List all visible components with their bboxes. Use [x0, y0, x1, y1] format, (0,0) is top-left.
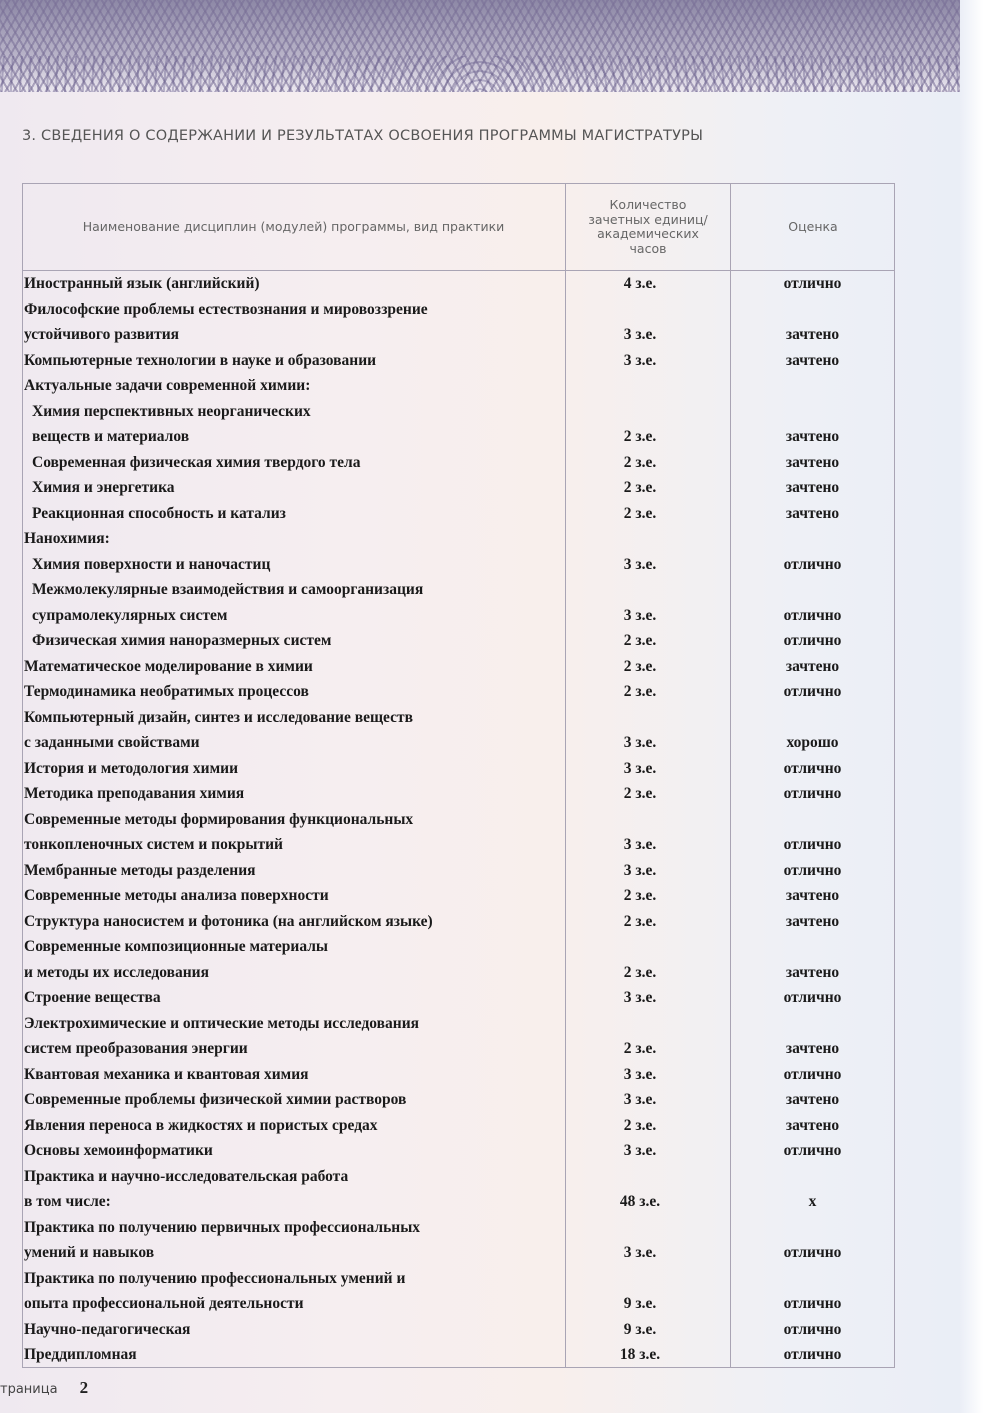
discipline-name-line: Современные проблемы физической химии растворов — [24, 1091, 407, 1108]
table-row — [0, 858, 999, 884]
grade-value: зачтено — [785, 963, 840, 981]
table-row — [0, 807, 999, 858]
grade-value: зачтено — [785, 351, 840, 369]
grade-value: отлично — [783, 861, 842, 879]
credits-value: 3 з.е. — [623, 555, 657, 573]
discipline-name-line: и методы их исследования — [24, 963, 209, 981]
table-row — [0, 1215, 999, 1266]
table-row — [0, 450, 999, 476]
discipline-name-line: Философские проблемы естествознания и мировоззрение — [24, 300, 428, 318]
grade-value: зачтено — [785, 1040, 840, 1057]
section-title: 3. СВЕДЕНИЯ О СОДЕРЖАНИИ И РЕЗУЛЬТАТАХ ОСВОЕНИЯ ПРОГРАММЫ МАГИСТРАТУРЫ — [22, 128, 704, 144]
grade-value: отлично — [783, 1346, 842, 1363]
table-row — [0, 909, 999, 935]
discipline-name-line: Практика и научно-исследовательская работа — [24, 1167, 349, 1185]
discipline-name — [24, 1113, 554, 1139]
grade-value: зачтено — [785, 479, 840, 496]
discipline-name-line: Химия поверхности и наночастиц — [32, 555, 271, 573]
discipline-name — [32, 577, 562, 628]
discipline-name-line: Иностранный язык (английский) — [24, 275, 260, 292]
discipline-name-line: устойчивого развития — [24, 326, 180, 343]
grade-value: отлично — [783, 1295, 842, 1312]
grade-value: отлично — [783, 1065, 842, 1083]
discipline-name — [24, 348, 554, 374]
discipline-name-line: тонкопленочных систем и покрытий — [24, 836, 283, 853]
grade-value: отлично — [783, 785, 842, 802]
grade-value: зачтено — [785, 657, 840, 675]
header-discipline-name: Наименование дисциплин (модулей) программы, вид практики — [82, 218, 505, 234]
discipline-name-line: Реакционная способность и катализ — [32, 504, 286, 522]
table-row — [0, 1164, 999, 1215]
credits-value: 2 з.е. — [623, 963, 657, 981]
discipline-name — [24, 1215, 554, 1266]
discipline-name — [24, 1266, 554, 1317]
discipline-name — [24, 883, 554, 909]
discipline-name — [32, 475, 562, 501]
table-row — [0, 501, 999, 527]
table-row — [0, 756, 999, 782]
table-row — [0, 628, 999, 654]
discipline-name — [24, 1138, 554, 1164]
discipline-name — [24, 1087, 554, 1113]
credits-value: 3 з.е. — [623, 1091, 657, 1108]
table-row — [0, 1011, 999, 1062]
grade-value: зачтено — [785, 912, 840, 930]
discipline-name — [32, 552, 562, 578]
credits-value: 2 з.е. — [623, 479, 657, 496]
credits-value: 9 з.е. — [623, 1295, 657, 1312]
table-row — [0, 1266, 999, 1317]
credits-value: 2 з.е. — [623, 887, 657, 904]
discipline-name — [32, 501, 562, 527]
grade-value — [730, 526, 895, 552]
discipline-name-line: Химия и энергетика — [32, 479, 175, 496]
discipline-name — [24, 526, 554, 552]
grade-value: отлично — [783, 989, 842, 1006]
table-row — [0, 271, 999, 297]
discipline-name-line: с заданными свойствами — [24, 734, 200, 751]
discipline-name — [24, 271, 554, 297]
table-row — [0, 1342, 999, 1368]
discipline-name-line: систем преобразования энергии — [24, 1040, 248, 1057]
discipline-name-line: Современная физическая химия твердого тела — [32, 453, 361, 471]
discipline-name — [24, 1342, 554, 1368]
grade-value: хорошо — [786, 734, 839, 751]
credits-value: 3 з.е. — [623, 989, 657, 1006]
discipline-name-line: Основы хемоинформатики — [24, 1142, 213, 1159]
credits-value: 2 з.е. — [623, 632, 657, 649]
table-row — [0, 1062, 999, 1088]
grade-value: зачтено — [785, 1091, 840, 1108]
discipline-name-line: в том числе: — [24, 1193, 111, 1210]
discipline-name — [24, 985, 554, 1011]
credits-value: 3 з.е. — [623, 1065, 657, 1083]
discipline-name-line: Современные методы формирования функциональных — [24, 810, 414, 828]
credits-value: 3 з.е. — [623, 836, 657, 853]
grade-value: отлично — [783, 275, 842, 292]
discipline-name — [24, 807, 554, 858]
discipline-name — [24, 1164, 554, 1215]
discipline-name — [24, 1062, 554, 1088]
discipline-name-line: Межмолекулярные взаимодействия и самоорганизация — [32, 581, 424, 598]
grade-value: отлично — [783, 606, 842, 624]
grade-value: зачтено — [785, 1116, 840, 1134]
grade-value: отлично — [783, 1142, 842, 1159]
grade-value — [730, 373, 895, 399]
credits-value: 3 з.е. — [623, 326, 657, 343]
grade-value: отлично — [783, 1244, 842, 1261]
table-row — [0, 1113, 999, 1139]
discipline-name-line: История и методология химии — [24, 759, 239, 777]
discipline-name-line: Термодинамика необратимых процессов — [24, 683, 309, 700]
credits-value: 2 з.е. — [623, 657, 657, 675]
credits-value: 3 з.е. — [623, 351, 657, 369]
discipline-name — [24, 1317, 554, 1343]
discipline-name-line: Методика преподавания химия — [24, 785, 245, 802]
discipline-name — [24, 909, 554, 935]
credits-value: 18 з.е. — [619, 1346, 661, 1363]
discipline-name — [32, 399, 562, 450]
discipline-name-line: Современные композиционные материалы — [24, 938, 329, 955]
table-row — [0, 985, 999, 1011]
discipline-name-line: Преддипломная — [24, 1346, 137, 1363]
discipline-name — [24, 679, 554, 705]
grade-value: зачтено — [785, 504, 840, 522]
table-row — [0, 475, 999, 501]
discipline-name-line: Практика по получению профессиональных умений и — [24, 1269, 406, 1287]
table-row — [0, 705, 999, 756]
discipline-name-line: Строение вещества — [24, 989, 161, 1006]
discipline-name — [24, 654, 554, 680]
discipline-name — [32, 450, 562, 476]
credits-value: 48 з.е. — [619, 1193, 661, 1210]
page-label: траница — [0, 1382, 58, 1397]
grade-value: отлично — [783, 1320, 842, 1338]
credits-value: 2 з.е. — [623, 504, 657, 522]
discipline-name-line: Структура наносистем и фотоника (на английском языке) — [24, 912, 433, 930]
discipline-name-line: Современные методы анализа поверхности — [24, 887, 329, 904]
discipline-name-line: Актуальные задачи современной химии: — [24, 377, 311, 394]
grade-value: отлично — [783, 555, 842, 573]
table-row — [0, 679, 999, 705]
table-row — [0, 781, 999, 807]
guilloche-pattern-band — [0, 0, 960, 92]
credits-value: 3 з.е. — [623, 606, 657, 624]
table-row — [0, 373, 999, 399]
credits-value: 3 з.е. — [623, 1244, 657, 1261]
grade-value: зачтено — [785, 887, 840, 904]
discipline-name-line: Мембранные методы разделения — [24, 861, 256, 879]
credits-value: 3 з.е. — [623, 1142, 657, 1159]
grade-value: зачтено — [785, 428, 840, 445]
page-number: 2 — [79, 1378, 89, 1397]
discipline-name — [24, 297, 554, 348]
table-row — [0, 348, 999, 374]
discipline-name-line: Физическая химия наноразмерных систем — [32, 632, 332, 649]
table-row — [0, 297, 999, 348]
table-row — [0, 654, 999, 680]
discipline-name-line: Научно-педагогическая — [24, 1320, 191, 1338]
credits-value: 3 з.е. — [623, 759, 657, 777]
discipline-name-line: Химия перспективных неорганических — [32, 402, 311, 420]
credits-value: 2 з.е. — [623, 1040, 657, 1057]
grade-value: отлично — [783, 632, 842, 649]
header-grade: Оценка — [730, 183, 895, 271]
table-body — [0, 271, 999, 1368]
grade-value: зачтено — [785, 453, 840, 471]
discipline-name-line: веществ и материалов — [32, 428, 190, 445]
discipline-name-line: опыта профессиональной деятельности — [24, 1295, 304, 1312]
header-credits: Количество зачетных единиц/ академических часов — [565, 183, 730, 271]
credits-value: 3 з.е. — [623, 734, 657, 751]
table-row — [0, 552, 999, 578]
grade-value: отлично — [783, 759, 842, 777]
discipline-name-line: Компьютерный дизайн, синтез и исследование веществ — [24, 708, 413, 726]
credits-value — [565, 373, 715, 399]
credits-value: 2 з.е. — [623, 453, 657, 471]
table-row — [0, 934, 999, 985]
grade-value: отлично — [783, 836, 842, 853]
discipline-name — [24, 858, 554, 884]
table-row — [0, 399, 999, 450]
grade-value: зачтено — [785, 326, 840, 343]
discipline-name-line: супрамолекулярных систем — [32, 606, 228, 624]
credits-value: 2 з.е. — [623, 683, 657, 700]
credits-value: 9 з.е. — [623, 1320, 657, 1338]
grade-value: отлично — [783, 683, 842, 700]
credits-value: 2 з.е. — [623, 428, 657, 445]
discipline-name — [24, 781, 554, 807]
discipline-name-line: Явления переноса в жидкостях и пористых средах — [24, 1116, 378, 1134]
discipline-name-line: Компьютерные технологии в науке и образовании — [24, 351, 377, 369]
discipline-name-line: Квантовая механика и квантовая химия — [24, 1065, 309, 1083]
table-row — [0, 1317, 999, 1343]
credits-value — [565, 526, 715, 552]
discipline-name-line: Электрохимические и оптические методы исследования — [24, 1014, 420, 1032]
table-header — [22, 183, 895, 271]
table-row — [0, 1138, 999, 1164]
discipline-name — [24, 934, 554, 985]
credits-value: 2 з.е. — [623, 785, 657, 802]
discipline-name — [32, 628, 562, 654]
discipline-name-line: умений и навыков — [24, 1244, 155, 1261]
discipline-name-line: Нанохимия: — [24, 530, 110, 547]
table-row — [0, 577, 999, 628]
table-row — [0, 1087, 999, 1113]
credits-value: 4 з.е. — [623, 275, 657, 292]
credits-value: 2 з.е. — [623, 912, 657, 930]
discipline-name — [24, 705, 554, 756]
discipline-name — [24, 1011, 554, 1062]
credits-value: 2 з.е. — [623, 1116, 657, 1134]
credits-value: 3 з.е. — [623, 861, 657, 879]
table-row — [0, 526, 999, 552]
table-row — [0, 883, 999, 909]
page-footer — [0, 1378, 88, 1398]
discipline-name — [24, 756, 554, 782]
discipline-name-line: Практика по получению первичных профессиональных — [24, 1218, 421, 1236]
discipline-name — [24, 373, 554, 399]
discipline-name-line: Математическое моделирование в химии — [24, 657, 313, 675]
grade-value: х — [808, 1193, 817, 1210]
